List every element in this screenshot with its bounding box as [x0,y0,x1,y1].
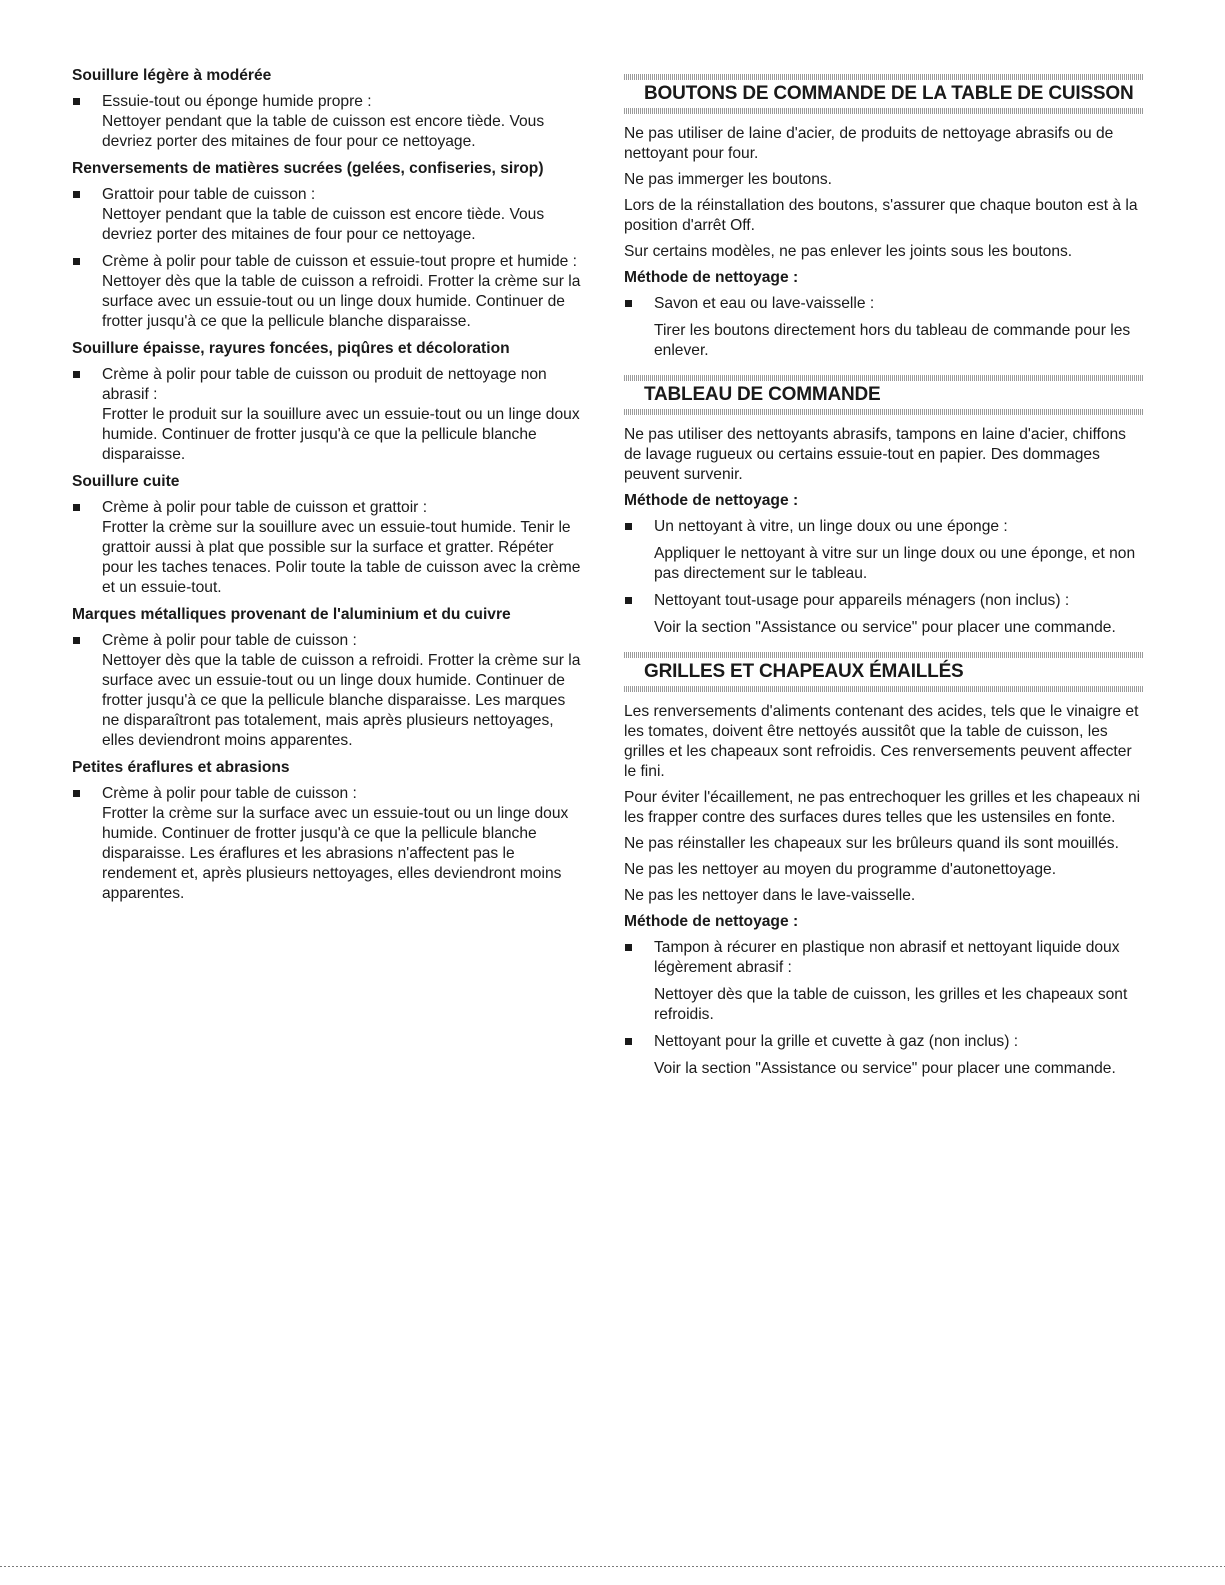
bullet-label: Crème à polir pour table de cuisson : [102,632,357,649]
subheading-sugary-spills: Renversements de matières sucrées (gelées, confiseries, sirop) [72,160,544,177]
page-bottom-rule [0,1566,1225,1567]
subheading-metal-marks: Marques métalliques provenant de l'aluminium et du cuivre [72,606,511,623]
bullet-label: Tampon à récurer en plastique non abrasif et nettoyant liquide doux légèrement abrasif : [654,939,1120,976]
bullet-label: Essuie-tout ou éponge humide propre : [102,93,372,110]
section-title: TABLEAU DE COMMANDE [644,384,881,405]
paragraph: Ne pas utiliser de laine d'acier, de produits de nettoyage abrasifs ou de nettoyant pour four. [624,125,1114,162]
bullet-description: Nettoyer dès que la table de cuisson a refroidi. Frotter la crème sur la surface avec un essuie-tout ou un linge doux humide. Continuer de frotter jusqu'à ce que la pellicule blanche disparaisse. Les marques ne disparaîtront pas totalement, mais après plusieurs nettoyages, elles deviendront moins apparentes. [102,652,581,749]
bullet-polish-scratches [72,784,584,904]
bullet-scrub-pad [624,938,1144,1025]
paragraph: Sur certains modèles, ne pas enlever les joints sous les boutons. [624,243,1073,260]
paragraph: Ne pas réinstaller les chapeaux sur les brûleurs quand ils sont mouillés. [624,835,1119,852]
bullet-description: Voir la section "Assistance ou service" pour placer une commande. [654,619,1116,636]
right-column [624,66,1144,1086]
bullet-soap-water [624,294,1144,361]
dotted-rule [624,409,1144,415]
bullet-description: Appliquer le nettoyant à vitre sur un linge doux ou une éponge, et non pas directement sur le tableau. [654,545,1136,582]
method-heading: Méthode de nettoyage : [624,492,799,509]
subheading-burned-soil: Souillure cuite [72,473,180,490]
section-title: GRILLES ET CHAPEAUX ÉMAILLÉS [644,661,964,682]
bullet-description: Tirer les boutons directement hors du tableau de commande pour les enlever. [654,322,1131,359]
paragraph: Lors de la réinstallation des boutons, s'assurer que chaque bouton est à la position d'arrêt Off. [624,197,1138,234]
bullet-description: Frotter la crème sur la surface avec un essuie-tout ou un linge doux humide. Continuer de frotter jusqu'à ce que la pellicule blanche disparaisse. Les éraflures et les abrasions n'affectent pas le rendement et, après plusieurs nettoyages, elles deviendront moins apparentes. [102,805,569,902]
dotted-rule [624,686,1144,692]
bullet-label: Crème à polir pour table de cuisson : [102,785,357,802]
paragraph: Ne pas les nettoyer dans le lave-vaisselle. [624,887,916,904]
bullet-description: Frotter le produit sur la souillure avec un essuie-tout ou un linge doux humide. Continuer de frotter jusqu'à ce que la pellicule blanche disparaisse. [102,406,580,463]
bullet-polish-metal [72,631,584,751]
section-header-grates [624,652,1144,692]
paragraph: Ne pas les nettoyer au moyen du programme d'autonettoyage. [624,861,1057,878]
bullet-label: Crème à polir pour table de cuisson ou produit de nettoyage non abrasif : [102,366,547,403]
section-header-knobs [624,74,1144,114]
bullet-description: Frotter la crème sur la souillure avec un essuie-tout humide. Tenir le grattoir aussi à plat que possible sur la surface et gratter. Répéter pour les taches tenaces. Polir toute la table de cuisson avec la crème et un essuie-tout. [102,519,581,596]
bullet-label: Nettoyant pour la grille et cuvette à gaz (non inclus) : [654,1033,1019,1050]
paragraph: Pour éviter l'écaillement, ne pas entrechoquer les grilles et les chapeaux ni les frapper contre des surfaces dures telles que les ustensiles en fonte. [624,789,1141,826]
bullet-description: Nettoyer dès que la table de cuisson a refroidi. Frotter la crème sur la surface avec un essuie-tout ou un linge doux humide. Continuer de frotter jusqu'à ce que la pellicule blanche disparaisse. [102,273,581,330]
paragraph: Ne pas utiliser des nettoyants abrasifs, tampons en laine d'acier, chiffons de lavage rugueux ou certains essuie-tout en papier. Des dommages peuvent survenir. [624,426,1126,483]
subheading-scratches: Petites éraflures et abrasions [72,759,290,776]
subheading-heavy-soil: Souillure épaisse, rayures foncées, piqûres et décoloration [72,340,510,357]
bullet-grate-cleaner [624,1032,1144,1079]
method-heading: Méthode de nettoyage : [624,269,799,286]
bullet-polish-and-scraper [72,498,584,598]
bullet-paper-towel [72,92,584,152]
bullet-label: Crème à polir pour table de cuisson et grattoir : [102,499,428,516]
subheading-light-soil: Souillure légère à modérée [72,67,272,84]
bullet-all-purpose-cleaner [624,591,1144,638]
bullet-description: Voir la section "Assistance ou service" pour placer une commande. [654,1060,1116,1077]
dotted-rule [624,108,1144,114]
bullet-polish-or-cleaner [72,365,584,465]
bullet-polish-cream [72,252,584,332]
bullet-label: Crème à polir pour table de cuisson et essuie-tout propre et humide : [102,253,578,270]
paragraph: Les renversements d'aliments contenant des acides, tels que le vinaigre et les tomates, doivent être nettoyés aussitôt que la table de cuisson, les grilles et les chapeaux sont refroidis. Ces renversements peuvent affecter le fini. [624,703,1139,780]
bullet-description: Nettoyer pendant que la table de cuisson est encore tiède. Vous devriez porter des mitaines de four pour ce nettoyage. [102,113,545,150]
section-header-control-panel [624,375,1144,415]
bullet-label: Savon et eau ou lave-vaisselle : [654,295,875,312]
bullet-label: Grattoir pour table de cuisson : [102,186,316,203]
bullet-label: Un nettoyant à vitre, un linge doux ou une éponge : [654,518,1008,535]
bullet-label: Nettoyant tout-usage pour appareils ménagers (non inclus) : [654,592,1070,609]
bullet-description: Nettoyer pendant que la table de cuisson est encore tiède. Vous devriez porter des mitaines de four pour ce nettoyage. [102,206,545,243]
section-title: BOUTONS DE COMMANDE DE LA TABLE DE CUISSON [644,83,1134,104]
bullet-glass-cleaner [624,517,1144,584]
method-heading: Méthode de nettoyage : [624,913,799,930]
bullet-scraper [72,185,584,245]
paragraph: Ne pas immerger les boutons. [624,171,833,188]
left-column [72,66,584,911]
bullet-description: Nettoyer dès que la table de cuisson, les grilles et les chapeaux sont refroidis. [654,986,1128,1023]
